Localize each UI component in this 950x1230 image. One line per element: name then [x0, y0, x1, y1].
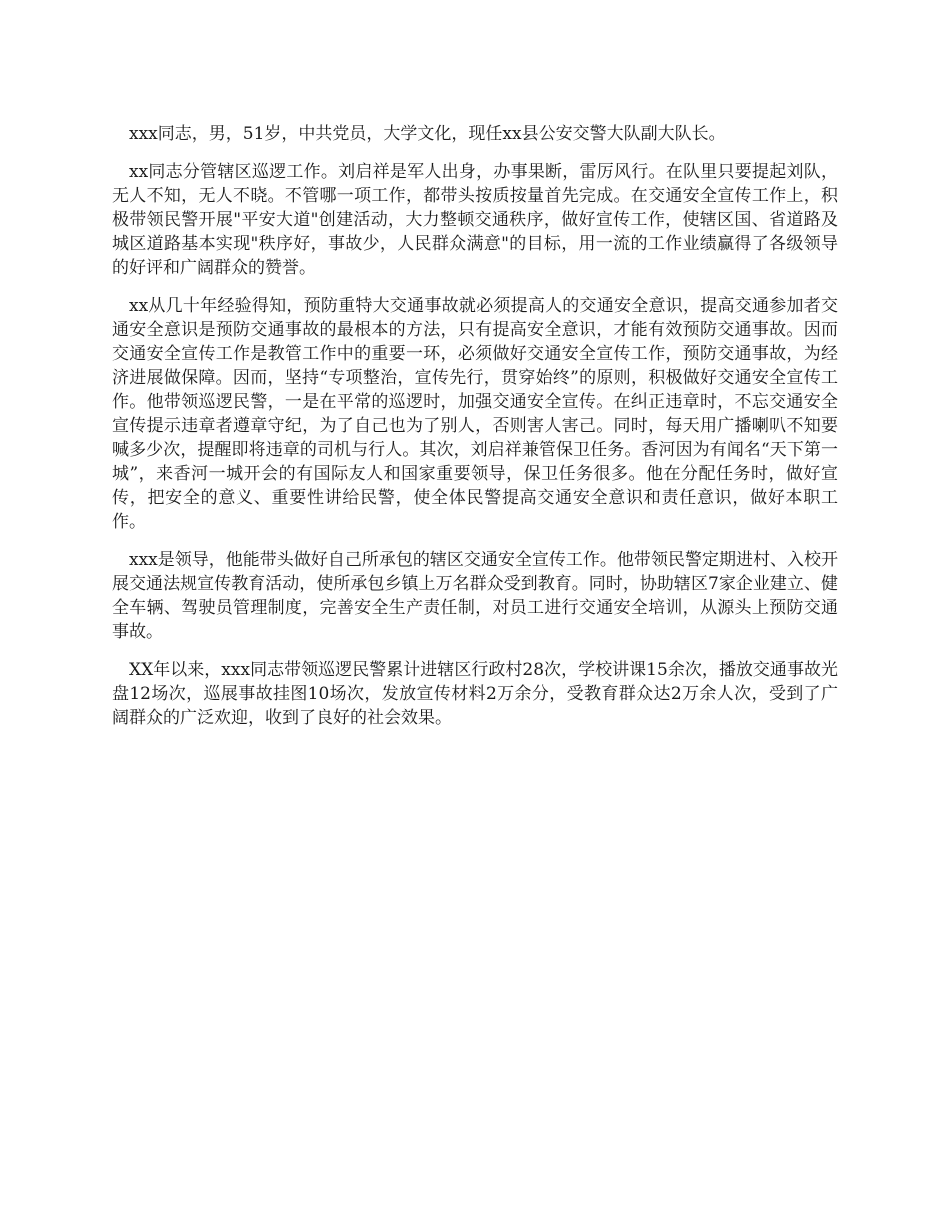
paragraph-intro: xxx同志，男，51岁，中共党员，大学文化，现任xx县公安交警大队副大队长。 [129, 124, 726, 144]
document-body [112, 122, 838, 744]
paragraph-achievements: XX年以来，xxx同志带领巡逻民警累计进辖区行政村28次，学校讲课15余次，播放交通事故光盘12场次，巡展事故挂图10场次，发放宣传材料2万余分，受教育群众达2万余人次，受到了广阔群众的广泛欢迎，收到了良好的社会效果。 [112, 660, 838, 728]
paragraph-leadership: xxx是领导，他能带头做好自己所承包的辖区交通安全宣传工作。他带领民警定期进村、入校开展交通法规宣传教育活动，使所承包乡镇上万名群众受到教育。同时，协助辖区7家企业建立、健全车辆、驾驶员管理制度，完善安全生产责任制，对员工进行交通安全培训，从源头上预防交通事故。 [112, 550, 838, 642]
paragraph-safety-awareness: xx从几十年经验得知，预防重特大交通事故就必须提高人的交通安全意识，提高交通参加者交通安全意识是预防交通事故的最根本的方法，只有提高安全意识，才能有效预防交通事故。因而交通安全宣传工作是教管工作中的重要一环，必须做好交通安全宣传工作，预防交通事故，为经济进展做保障。因而，坚持“专项整治，宣传先行，贯穿始终”的原则，积极做好交通安全宣传工作。他带领巡逻民警，一是在平常的巡逻时，加强交通安全宣传。在纠正违章时，不忘交通安全宣传提示违章者遵章守纪，为了自己也为了别人，否则害人害己。同时，每天用广播喇叭不知要喊多少次，提醒即将违章的司机与行人。其次，刘启祥兼管保卫任务。香河因为有闻名“天下第一城”，来香河一城开会的有国际友人和国家重要领导，保卫任务很多。他在分配任务时，做好宣传，把安全的意义、重要性讲给民警，使全体民警提高交通安全意识和责任意识，做好本职工作。 [112, 296, 838, 532]
paragraph-patrol-work: xx同志分管辖区巡逻工作。刘启祥是军人出身，办事果断，雷厉风行。在队里只要提起刘队，无人不知，无人不晓。不管哪一项工作，都带头按质按量首先完成。在交通安全宣传工作上，积极带领民警开展"平安大道"创建活动，大力整顿交通秩序，做好宣传工作，使辖区国、省道路及城区道路基本实现"秩序好，事故少，人民群众满意"的目标，用一流的工作业绩赢得了各级领导的好评和广阔群众的赞誉。 [112, 162, 838, 278]
